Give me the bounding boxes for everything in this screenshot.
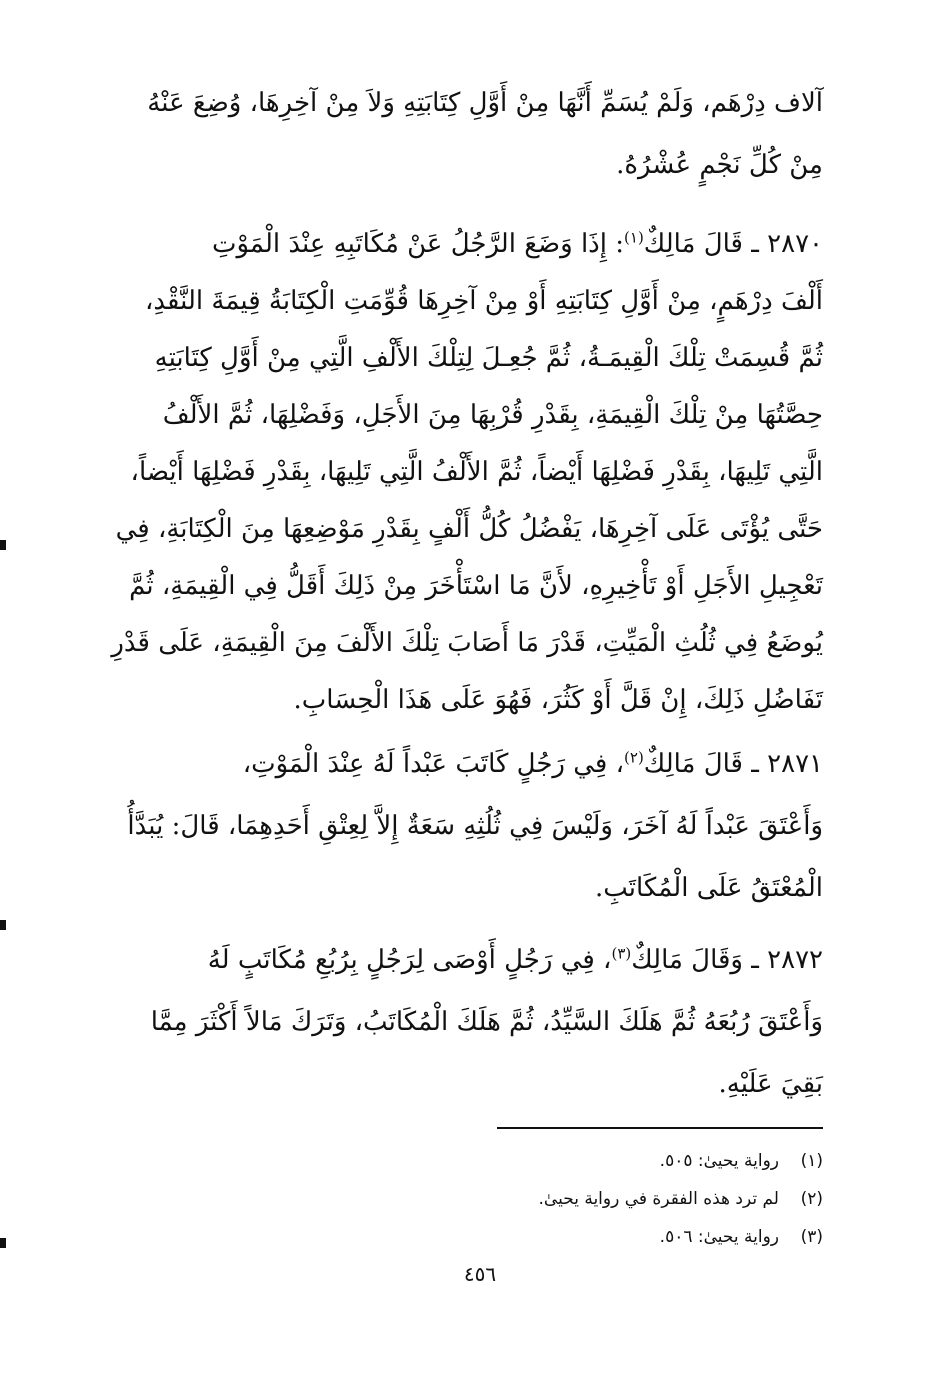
text-line: تَفَاضُلِ ذَلِكَ، إِنْ قَلَّ أَوْ كَثُرَ، فَهُوَ عَلَى هَذَا الْحِسَابِ. [293,685,823,715]
text-line: الْمُعْتَقُ عَلَى الْمُكَاتَبِ. [594,873,823,903]
text-line-content: ، فِي رَجُلٍ كَاتَبَ عَبْداً لَهُ عِنْدَ الْمَوْتِ، [242,749,625,779]
paragraph-lead: ـ قَالَ مَالِكٌ [643,229,759,259]
text-line [123,733,823,795]
paragraph-number: ٢٨٧١ [767,749,823,779]
footnote-text: رواية يحيىٰ: ٥٠٥. [659,1151,779,1171]
paragraph-continuation [123,72,823,196]
text-line: وَأَعْتَقَ عَبْداً لَهُ آخَرَ، وَلَيْسَ فِي ثُلُثِهِ سَعَةٌ إِلاَّ لِعِتْقِ أَحَدِهِمَا، قَالَ: يُبَدَّأُ [127,811,823,841]
text-line: مِنْ كُلِّ نَجْمٍ عُشْرُهُ. [616,150,823,180]
scan-edge-mark [0,1238,6,1248]
footnote-reference: (٢) [624,748,644,767]
footnote [403,1180,823,1218]
text-line: أَلْفَ دِرْهَمٍ، مِنْ أَوَّلِ كِتَابَتِهِ أَوْ مِنْ آخِرِهَا قُوِّمَتِ الْكِتَابَةُ قِيمَةَ النَّقْدِ، [144,286,823,316]
footnote-number: (٢) [800,1189,823,1209]
footnote [403,1142,823,1180]
paragraph-lead: ـ قَالَ مَالِكٌ [643,749,759,779]
footnote-separator [497,1127,823,1129]
text-line [123,216,823,273]
page-number: ٤٥٦ [463,1262,497,1286]
footnote-text: رواية يحيىٰ: ٥٠٦. [659,1227,779,1247]
footnote-reference: (١) [624,228,644,247]
text-line: وَأَعْتَقَ رُبُعَهُ ثُمَّ هَلَكَ السَّيِّدُ، ثُمَّ هَلَكَ الْمُكَاتَبُ، وَتَرَكَ مَالاً أَكْثَرَ مِمَّا [150,1007,823,1037]
text-line-content: ، فِي رَجُلٍ أَوْصَى لِرَجُلٍ بِرُبُعِ مُكَاتَبٍ لَهُ [207,945,612,975]
scan-edge-mark [0,540,6,550]
text-line: يُوضَعُ فِي ثُلُثِ الْمَيِّتِ، قَدْرَ مَا أَصَابَ تِلْكَ الأَلْفَ مِنَ الْقِيمَةِ، عَلَى قَدْرِ [111,628,823,658]
text-line: الَّتِي تَلِيهَا، بِقَدْرِ فَضْلِهَا أَيْضاً، ثُمَّ الأَلْفُ الَّتِي تَلِيهَا، بِقَدْرِ فَضْلِهَا أَيْضاً، [130,457,823,487]
text-line: حِصَّتُهَا مِنْ تِلْكَ الْقِيمَةِ، بِقَدْرِ قُرْبِهَا مِنَ الأَجَلِ، وَفَضْلِهَا، ثُمَّ الأَلْفُ [162,400,823,430]
footnote-number: (١) [800,1151,823,1171]
footnote-text: لم ترد هذه الفقرة في رواية يحيىٰ. [538,1189,779,1209]
text-line [123,929,823,991]
paragraph-2871 [123,733,823,919]
scan-edge-mark [0,920,6,930]
text-line-content: : إِذَا وَضَعَ الرَّجُلُ عَنْ مُكَاتَبِهِ عِنْدَ الْمَوْتِ [212,229,625,259]
text-line: بَقِيَ عَلَيْهِ. [718,1069,823,1099]
paragraph-2870 [111,216,823,729]
text-line: حَتَّى يُؤْتَى عَلَى آخِرِهَا، يَفْضُلُ كُلُّ أَلْفٍ بِقَدْرِ مَوْضِعِهَا مِنَ الْكِتَابَةِ، فِي [115,514,823,544]
paragraph-number: ٢٨٧٠ [767,229,823,259]
text-line: ثُمَّ قُسِمَتْ تِلْكَ الْقِيمَـةُ، ثُمَّ جُعِـلَ لِتِلْكَ الأَلْفِ الَّتِي مِنْ أَوَّلِ كِتَابَتِهِ [154,343,823,373]
footnote-number: (٣) [800,1227,823,1247]
paragraph-2872 [123,929,823,1115]
paragraph-number: ٢٨٧٢ [767,945,823,975]
footnote-reference: (٣) [611,944,632,963]
text-line: آلاف دِرْهَم، وَلَمْ يُسَمِّ أَنَّهَا مِنْ أَوَّلِ كِتَابَتِهِ وَلاَ مِنْ آخِرِهَا، وُضِعَ عَنْهُ [147,88,823,118]
text-line: تَعْجِيلِ الأَجَلِ أَوْ تَأْخِيرِهِ، لأَنَّ مَا اسْتَأْخَرَ مِنْ ذَلِكَ أَقَلُّ فِي الْقِيمَةِ، ثُمَّ [129,571,823,601]
paragraph-lead: ـ وَقَالَ مَالِكٌ [631,945,759,975]
footnote [403,1218,823,1256]
footnotes [403,1142,823,1256]
